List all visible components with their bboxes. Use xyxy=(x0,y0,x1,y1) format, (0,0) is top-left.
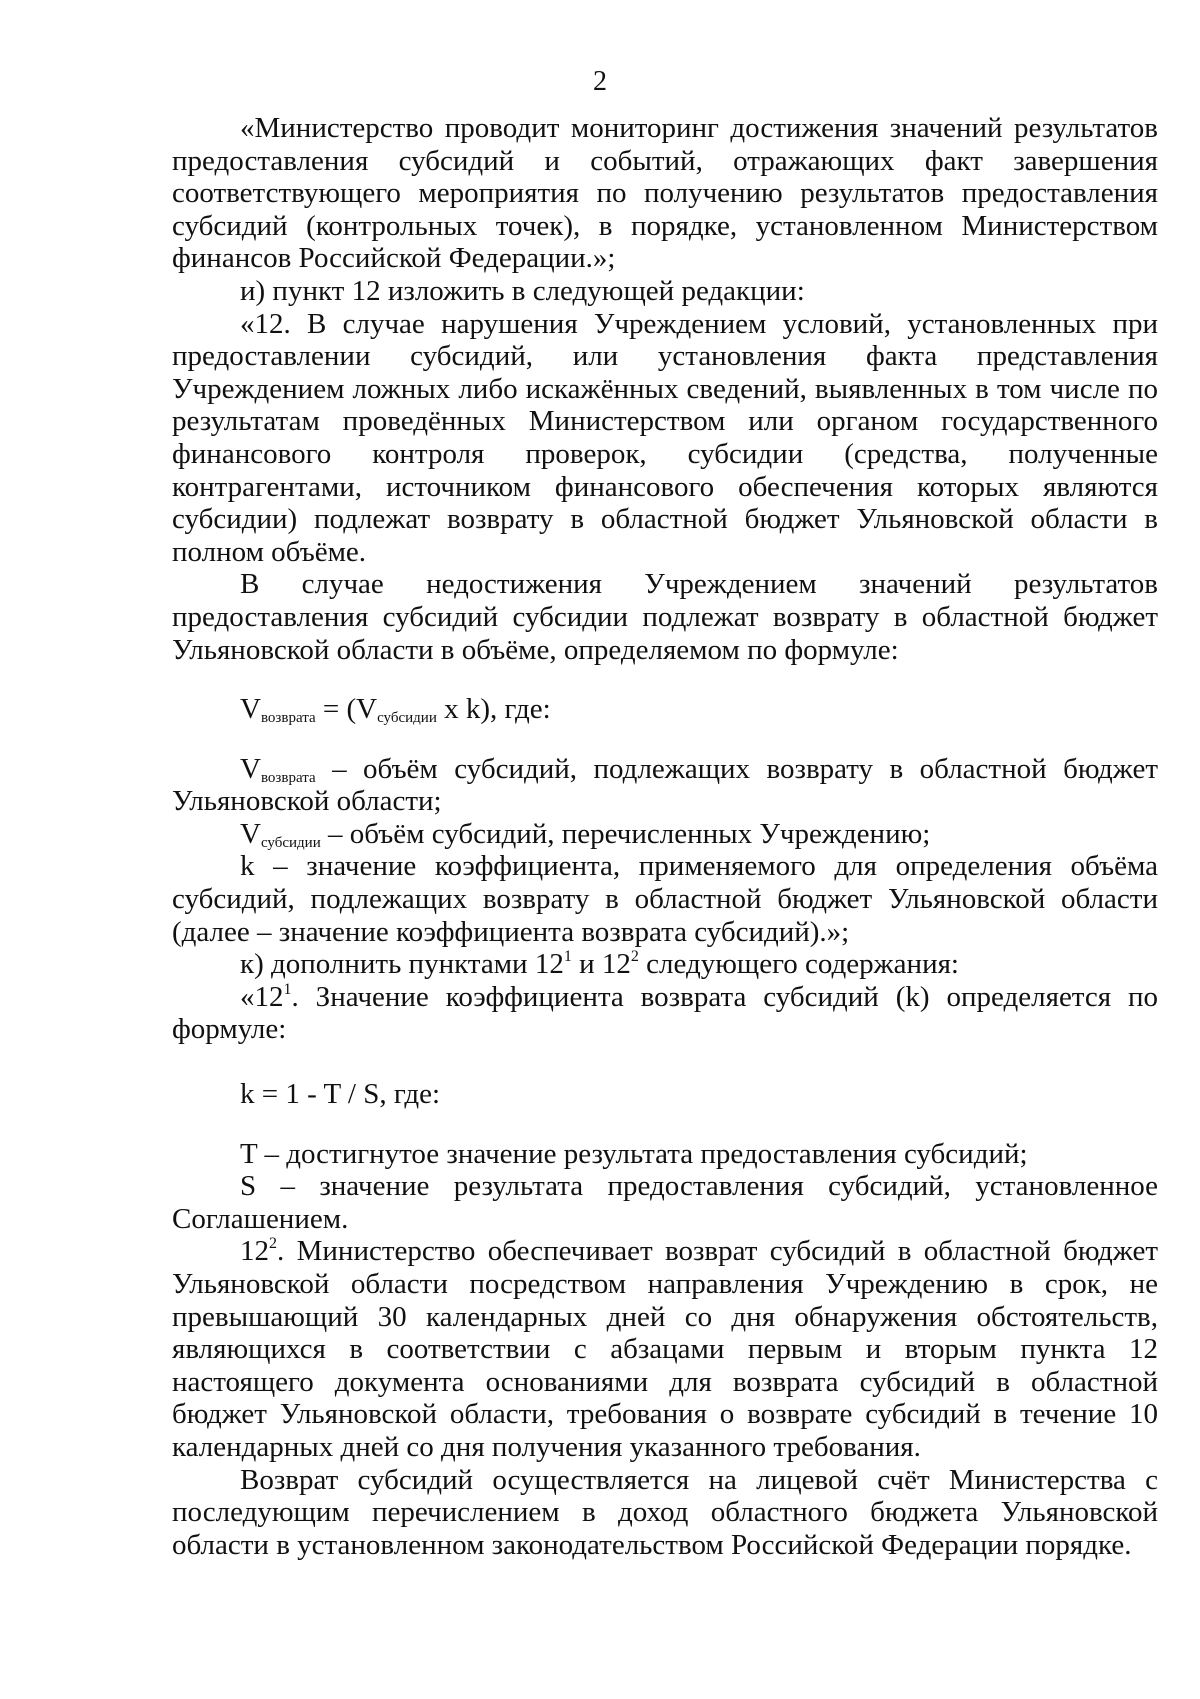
definition-t: T – достигнутое значение результата предоставления субсидий; xyxy=(240,1137,1028,1170)
paragraph-point-12: «12. В случае нарушения Учреждением условий, установленных при предоставлении субсидий, или установления факта представления Учреждением ложных либо искажённых сведений, выявленных в том числе по результатам проведённых Министерством или органом государственного финансового контроля проверок, субсидии (средства, полученные контрагентами, источником финансового обеспечения которых являются субсидии) подлежат возврату в областной бюджет Ульяновской области в полном объёме. xyxy=(172,307,1158,568)
paragraph-item-i: и) пункт 12 изложить в следующей редакции: xyxy=(240,274,805,307)
definition-v-subsidy: $V_{субсидии}$ – объём субсидий, перечисленных Учреждению; xyxy=(240,817,931,851)
paragraph-monitoring: «Министерство проводит мониторинг достижения значений результатов предоставления субсидий и событий, отражающих факт завершения соответствующего мероприятия по получению результатов предоставления субсидий (контрольных точек), в порядке, установленном Министерством финансов Российской Федерации.»; xyxy=(172,112,1158,275)
definition-s: S – значение результата предоставления субсидий, установленное Соглашением. xyxy=(172,1170,1158,1235)
paragraph-item-k: к) дополнить пунктами $12^1$ и $12^2$ следующего содержания: xyxy=(240,948,959,981)
paragraph-point-12-2: $12^2$. Министерство обеспечивает возврат субсидий в областной бюджет Ульяновской области посредством направления Учреждению в срок, не превышающий 30 календарных дней со дня обнаружения обстоятельств, являющихся в соответствии с абзацами первым и вторым пункта 12 настоящего документа основаниями для возврата субсидий в областной бюджет Ульяновской области, требования о возврате субсидий в течение 10 календарных дней со дня получения указанного требования. xyxy=(172,1235,1158,1463)
paragraph-return-account: Возврат субсидий осуществляется на лицевой счёт Министерства с последующим перечислением в доход областного бюджета Ульяновской области в установленном законодательством Российской Федерации порядке. xyxy=(172,1463,1158,1561)
document-body xyxy=(172,112,1158,1561)
definition-v-return: $V_{возврата}$ – объём субсидий, подлежащих возврату в областной бюджет Ульяновской области; xyxy=(172,752,1158,818)
paragraph-non-achievement: В случае недостижения Учреждением значений результатов предоставления субсидий субсидии подлежат возврату в областной бюджет Ульяновской области в объёме, определяемом по формуле: xyxy=(172,568,1158,666)
page-number: 2 xyxy=(593,66,607,97)
spacer xyxy=(172,1046,1158,1078)
definition-k: k – значение коэффициента, применяемого для определения объёма субсидий, подлежащих возврату в областной бюджет Ульяновской области (далее – значение коэффициента возврата субсидий).»; xyxy=(172,850,1158,948)
formula-return-volume: $V_{возврата} = (V_{субсидии}$ x k), где: xyxy=(240,693,551,727)
paragraph-point-12-1: «$12^1$. Значение коэффициента возврата субсидий (k) определяется по формуле: xyxy=(172,980,1158,1046)
formula-coefficient: k = 1 - T / S, где: xyxy=(240,1078,440,1111)
